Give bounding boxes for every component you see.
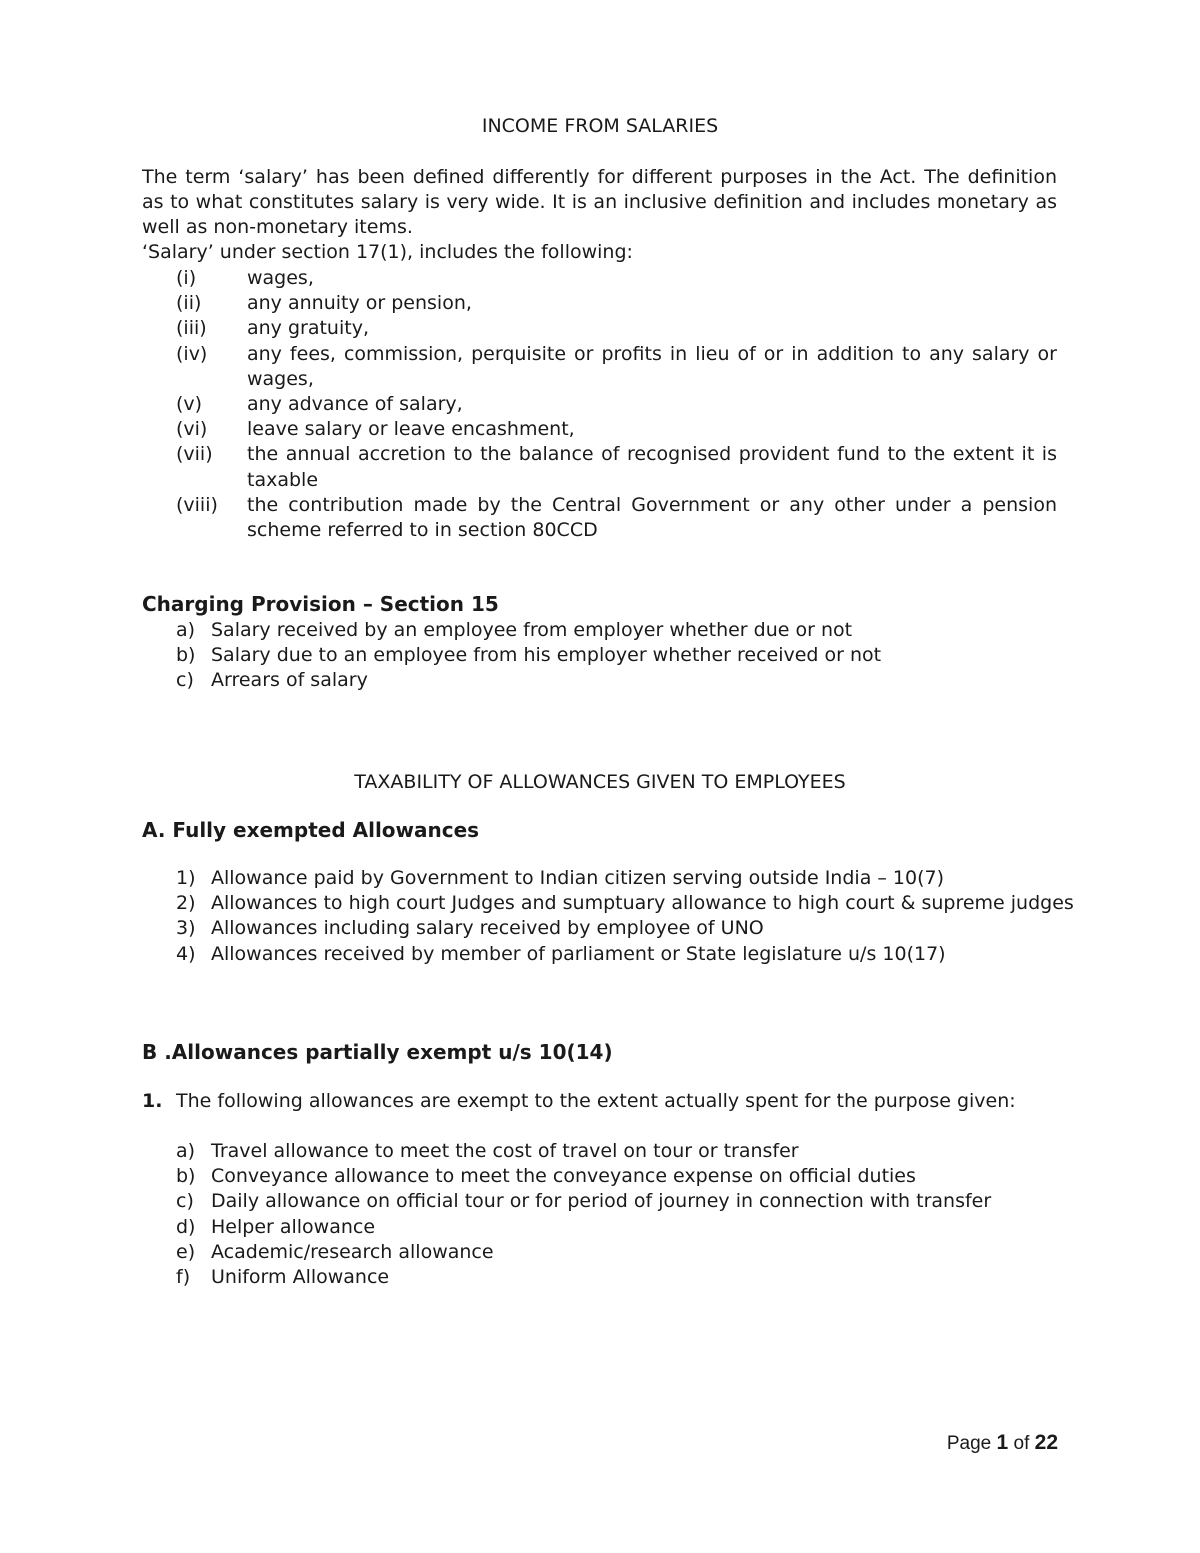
list-marker: (i)	[176, 267, 197, 289]
list-text: any fees, commission, perquisite or profits in lieu of or in addition to any salary or wages,	[247, 342, 1057, 390]
list-item	[142, 1215, 1124, 1240]
list-text: Allowance paid by Government to Indian citizen serving outside India – 10(7)	[211, 867, 945, 889]
list-marker: d)	[176, 1215, 196, 1238]
list-item	[142, 1265, 1124, 1290]
page-word: Page	[946, 1433, 992, 1454]
salary-lead: ‘Salary’ under section 17(1), includes the following:	[142, 241, 633, 263]
list-marker: 3)	[176, 917, 196, 940]
salary-items-list	[142, 266, 1057, 543]
list-item	[142, 1089, 1124, 1114]
list-marker: (ii)	[176, 292, 202, 315]
list-marker: (v)	[176, 393, 203, 416]
list-marker: c)	[176, 1190, 194, 1213]
section-a-heading: A. Fully exempted Allowances	[142, 818, 480, 842]
list-item	[142, 1189, 1124, 1214]
list-text: Travel allowance to meet the cost of travel on tour or transfer	[211, 1140, 799, 1162]
list-text: the contribution made by the Central Government or any other under a pension scheme referred to in section 80CCD	[247, 493, 1057, 542]
list-text: Daily allowance on official tour or for period of journey in connection with transfer	[211, 1190, 992, 1213]
list-text: Salary received by an employee from employer whether due or not	[211, 619, 853, 641]
current-page-number: 1	[996, 1431, 1009, 1454]
list-item	[142, 668, 1057, 693]
list-item	[142, 916, 1124, 941]
list-text: any advance of salary,	[247, 393, 463, 416]
list-text: the annual accretion to the balance of recognised provident fund to the extent it is taxable	[247, 443, 1057, 491]
list-text: Salary due to an employee from his employer whether received or not	[211, 644, 882, 667]
list-item	[142, 866, 1124, 891]
charging-list	[142, 618, 1057, 694]
list-item	[142, 342, 1057, 392]
list-item	[142, 1164, 1124, 1189]
list-text: leave salary or leave encashment,	[247, 418, 575, 441]
intro-paragraph: The term ‘salary’ has been defined differently for different purposes in the Act. The definition as to what constitutes salary is very wide. It is an inclusive definition and includes monetary as well as non-monetary items.	[142, 166, 1057, 239]
total-pages-number: 22	[1034, 1431, 1058, 1454]
list-item	[142, 891, 1124, 916]
list-item	[142, 493, 1057, 543]
list-marker: (iii)	[176, 317, 207, 340]
list-marker: a)	[176, 1140, 196, 1162]
section-b-heading: B .Allowances partially exempt u/s 10(14)	[142, 1040, 613, 1064]
list-marker: (vi)	[176, 418, 208, 441]
list-marker: b)	[176, 644, 196, 667]
list-marker: 2)	[176, 892, 196, 915]
list-marker: e)	[176, 1240, 196, 1263]
list-item	[142, 1240, 1124, 1265]
list-marker: f)	[176, 1266, 191, 1289]
list-marker: (viii)	[176, 493, 218, 516]
list-marker: b)	[176, 1165, 196, 1188]
list-marker: (iv)	[176, 342, 208, 365]
list-text: Allowances received by member of parliament or State legislature u/s 10(17)	[211, 942, 946, 965]
list-marker: a)	[176, 619, 196, 641]
list-item	[142, 442, 1057, 492]
list-marker: 1.	[142, 1090, 163, 1112]
page-footer	[947, 1430, 1058, 1456]
list-text: Uniform Allowance	[211, 1266, 390, 1289]
list-marker: c)	[176, 669, 194, 692]
list-text: wages,	[247, 267, 314, 289]
section-a-list	[142, 866, 1124, 967]
list-item	[142, 266, 1057, 291]
list-item	[142, 643, 1057, 668]
allowances-title: TAXABILITY OF ALLOWANCES GIVEN TO EMPLOYEES	[354, 771, 846, 793]
list-item	[142, 291, 1057, 316]
page-title: INCOME FROM SALARIES	[481, 115, 719, 137]
list-text: Allowances to high court Judges and sumptuary allowance to high court & supreme judges	[211, 892, 1074, 915]
list-text: Conveyance allowance to meet the conveyance expense on official duties	[211, 1165, 916, 1188]
list-item	[142, 1139, 1124, 1164]
list-item	[142, 417, 1057, 442]
list-item	[142, 316, 1057, 341]
list-item	[142, 942, 1124, 967]
of-word: of	[1013, 1433, 1030, 1454]
list-item	[142, 392, 1057, 417]
list-text: any annuity or pension,	[247, 292, 472, 315]
list-marker: 1)	[176, 867, 196, 889]
list-text: Helper allowance	[211, 1215, 376, 1238]
charging-heading: Charging Provision – Section 15	[142, 592, 499, 616]
section-b-point	[142, 1089, 1124, 1114]
list-marker: (vii)	[176, 443, 213, 466]
section-b-list	[142, 1139, 1124, 1290]
list-text: Academic/research allowance	[211, 1240, 494, 1263]
list-text: any gratuity,	[247, 317, 369, 340]
list-item	[142, 618, 1057, 643]
list-text: Arrears of salary	[211, 669, 368, 692]
list-text: The following allowances are exempt to the extent actually spent for the purpose given:	[176, 1090, 1016, 1112]
list-text: Allowances including salary received by employee of UNO	[211, 917, 764, 940]
list-marker: 4)	[176, 942, 196, 965]
